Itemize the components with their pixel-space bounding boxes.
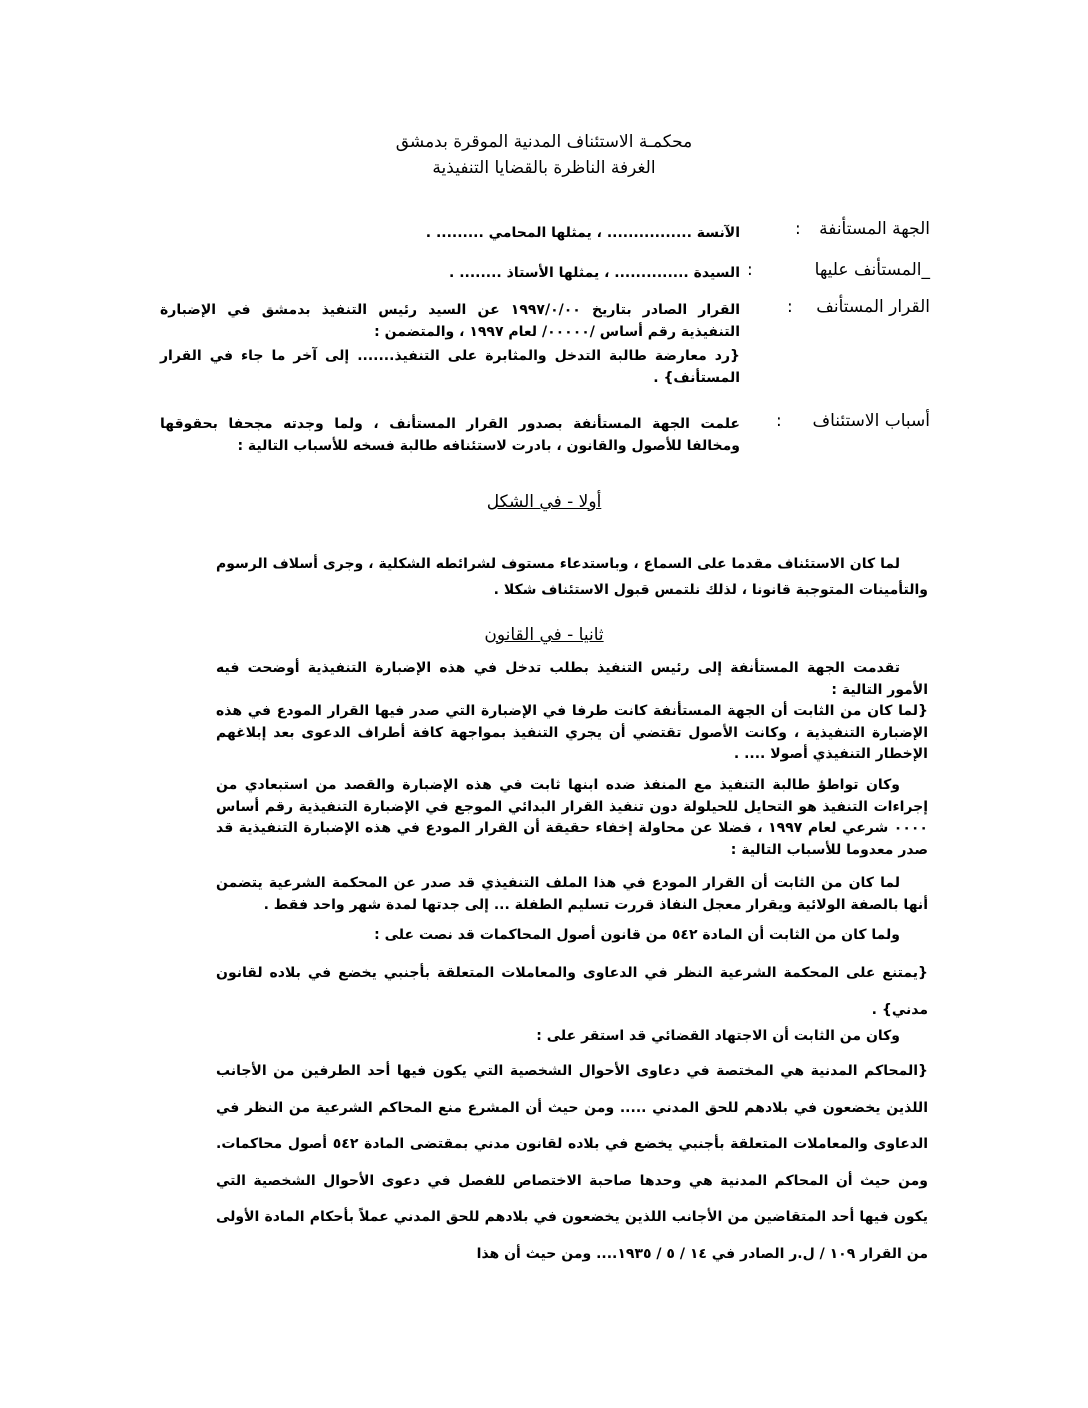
appeal-reasons-colon: : [776,411,782,431]
law-paragraph-2: وكان تواطؤ طالبة التنفيذ مع المنفذ ضده ابنها ثابت في هذه الإضبارة والقصد من استبعادي من إجراءات التنفيذ هو التحايل للحيلولة دون تنفيذ القرار البدائي الموجع في الإضبارة التنفيذية رقم أساس ٠٠٠٠ شرعي لعام ١٩٩٧ ، فضلا عن محاولة إخفاء حقيقة أن القرار المودع في هذه الإضبارة التنفيذية قد صدر معدوما للأسباب التالية : [216,777,928,858]
appellant-value: الآنسة ................ ، يمثلها المحامي ......... . [425,225,740,241]
law-quote-2: {المحاكم المدنية هي المختصة في دعاوى الأحوال الشخصية التي يكون فيها أحد الطرفين من الأجانب اللذين يخضعون في بلادهم للحق المدني ..... ومن حيث أن المشرع منع المحاكم الشرعية من النظر في الدعاوى والمعاملات المتعلقة بأجنبي يخضع في بلاده لقانون مدني بمقتضى المادة ٥٤٢ أصول محاكمات. ومن حيث أن المحاكم المدنية هي وحدها صاحبة الاختصاص للفصل في دعوى الأحوال الشخصية التي يكون فيها أحد المتقاضين من الأجانب اللذين يخضعون في بلادهم للحق المدني عملاً بأحكام المادة الأولى من القرار ١٠٩ / ل.ر الصادر في ١٤ / ٥ / ١٩٣٥.... ومن حيث أن هذا [216,1063,929,1262]
law-quote-1: {يمتنع على المحكمة الشرعية النظر في الدعاوى والمعاملات المتعلقة بأجنبي يخضع في بلاده لقانون مدني} . [216,965,928,1018]
appealed-decision-value-1: القرار الصادر بتاريخ ١٩٩٧/٠/٠٠ عن السيد رئيس التنفيذ بدمشق في الإضبارة التنفيذية رقم أساس /٠٠٠٠٠/ لعام ١٩٩٧ ، والمتضمن : [160,302,740,340]
law-paragraph-5: وكان من الثابت أن الاجتهاد القضائي قد استقر على : [536,1028,900,1044]
appeal-reasons-value: علمت الجهة المستأنفة بصدور القرار المستأنف ، ولما وجدته مجحفا بحقوقها ومخالفا للأصول والقانون ، بادرت لاستئنافه طالبة فسخه للأسباب التالية : [160,416,740,454]
respondent-label: _المستأنف عليها [814,260,930,280]
appeal-reasons-label: أسباب الاستئناف [812,411,930,431]
appellant-label: الجهة المستأنفة [819,219,930,239]
section-heading-law: ثانيا - في القانون [484,625,604,645]
law-paragraph-3: لما كان من الثابت أن القرار المودع في هذا الملف التنفيذي قد صدر عن المحكمة الشرعية يتضمن أنها بالصفة الولائية ويقرار معجل النفاذ قررت تسليم الطفلة ... إلى جدتها لمدة شهر واحد فقط . [216,875,928,913]
respondent-colon: : [747,260,753,280]
law-paragraph-4: ولما كان من الثابت أن المادة ٥٤٢ من قانون أصول المحاكمات قد نصت على : [374,927,900,943]
appealed-decision-label: القرار المستأنف [816,297,930,317]
section-heading-form: أولا - في الشكل [486,492,602,512]
appealed-decision-colon: : [787,297,793,317]
law-paragraph-1: {لما كان من الثابت أن الجهة المستأنفة كانت طرفا في الإضبارة التي صدر فيها القرار المودع في هذه الإضبارة التنفيذية ، وكانت الأصول تقتضي أن يجري التنفيذ بمواجهة كافة أطراف الدعوى بعد إبلاغهم الإخطار التنفيذي أصولا .... . [216,703,928,762]
form-paragraph: لما كان الاستئناف مقدما على السماع ، وباستدعاء مستوف لشرائطه الشكلية ، وجرى أسلاف الرسوم والتأمينات المتوجبة قانونا ، لذلك نلتمس قبول الاستئناف شكلا . [216,556,928,598]
chamber-name: الغرفة الناظرة بالقضايا التنفيذية [432,158,656,178]
appealed-decision-value-2: {رد معارضة طالبة التدخل والمثابرة على التنفيذ....... إلى آخر ما جاء في القرار المستأنف} . [160,348,740,386]
appellant-colon: : [795,219,801,239]
court-name: محكمـة الاستئناف المدنية الموقرة بدمشق [395,132,693,152]
respondent-value: السيدة .............. ، يمثلها الأستاذ ........ . [449,265,740,281]
law-intro: تقدمت الجهة المستأنفة إلى رئيس التنفيذ بطلب تدخل في هذه الإضبارة التنفيذية أوضحت فيه الأمور التالية : [216,660,928,698]
